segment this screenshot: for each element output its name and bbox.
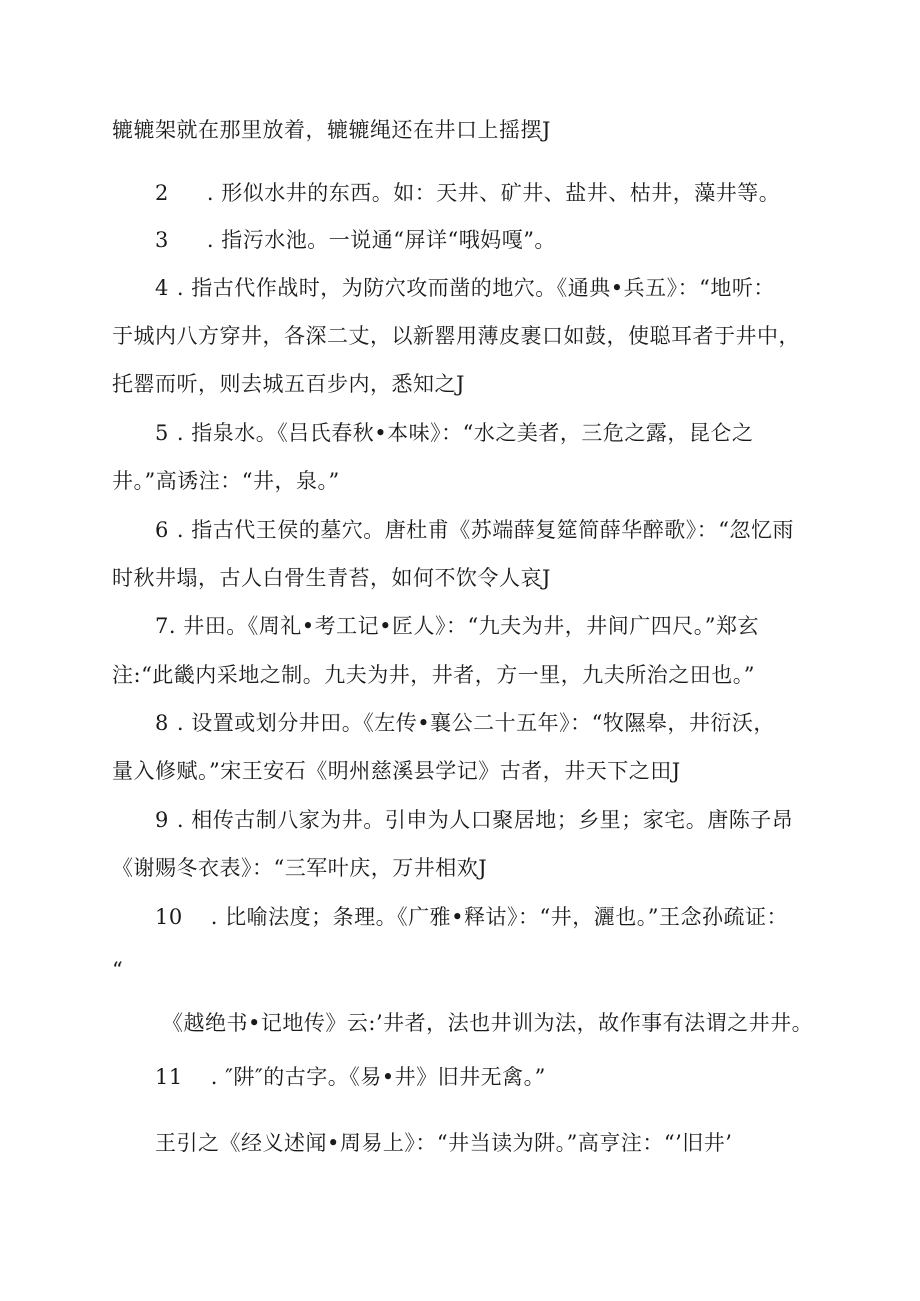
list-item-9 [155, 805, 793, 835]
text-line [112, 563, 551, 593]
line-text: 王引之《经义述闻•周易上》：“井当读为阱。”高亨注：“’旧井’ [155, 1131, 733, 1155]
list-item-8 [155, 708, 775, 738]
line-text: 时秋井塌，古人白骨生青苔，如何不饮令人哀J [112, 566, 551, 590]
line-text: . 指污水池。一说通“屏详“哦妈嘎”。 [206, 228, 556, 252]
item-number: 3 [155, 228, 169, 252]
item-number: 2 [155, 181, 169, 205]
list-item-2 [155, 178, 780, 208]
item-number: 8 [155, 711, 169, 735]
line-text: “ [112, 958, 124, 982]
item-number: 7 [155, 614, 169, 638]
list-item-7 [155, 611, 759, 641]
line-text: . 指古代王侯的墓穴。唐杜甫《苏端薛复筵简薛华醉歌》：“忽忆雨 [176, 518, 794, 542]
text-line [112, 115, 551, 145]
text-line [155, 1128, 732, 1158]
line-text: . 相传古制八家为井。引申为人口聚居地；乡里；家宅。唐陈子昂 [176, 808, 794, 832]
text-line [112, 756, 681, 786]
text-line [112, 660, 755, 690]
list-item-3 [155, 225, 556, 255]
item-number: 9 [155, 808, 169, 832]
item-number: 5 [155, 421, 169, 445]
list-item-10 [155, 902, 788, 932]
line-text: . 比喻法度；条理。《广雅•释诂》：“井，灑也。”王念孙疏证： [210, 905, 788, 929]
item-number: 11 [155, 1065, 183, 1089]
list-item-6 [155, 515, 794, 545]
line-text: 井。”高诱注：“井，泉。” [112, 469, 340, 493]
line-text: . 指泉水。《吕氏春秋•本味》：“水之美者，三危之露，昆仑之 [176, 421, 754, 445]
line-text: 量入修赋。”宋王安石《明州慈溪县学记》古者，井天下之田J [112, 759, 681, 783]
line-text: 注:“此畿内采地之制。九夫为井，井者，方一里，九夫所治之田也。” [112, 663, 756, 687]
text-line [112, 853, 487, 883]
line-text: 托罂而听，则去城五百步内，悉知之J [112, 372, 465, 396]
line-text: . 指古代作战时，为防穴攻而凿的地穴。《通典•兵五》：“地听： [176, 276, 775, 300]
line-text: . ″阱″的古字。《易•井》旧井无禽。” [210, 1065, 546, 1089]
text-line [112, 369, 465, 399]
list-item-4 [155, 273, 775, 303]
text-line [112, 955, 123, 985]
text-line [112, 466, 340, 496]
line-text: 《谢赐冬衣表》：“三军叶庆，万井相欢J [112, 856, 488, 880]
list-item-11 [155, 1062, 546, 1092]
line-text: 《越绝书•记地传》云:’井者，法也井训为法，故作事有法谓之井井。 [162, 1011, 814, 1035]
text-line [112, 321, 800, 351]
line-text: 辘辘架就在那里放着，辘辘绳还在井口上摇摆J [112, 118, 551, 142]
item-number: 4 [155, 276, 169, 300]
line-text: . 井田。《周礼•考工记•匠人》：“九夫为井，井间广四尺。”郑玄 [168, 614, 759, 638]
line-text: 于城内八方穿井，各深二丈，以新罂用薄皮裹口如鼓，使聪耳者于井中， [112, 324, 800, 348]
item-number: 10 [155, 905, 183, 929]
list-item-5 [155, 418, 753, 448]
item-number: 6 [155, 518, 169, 542]
line-text: . 形似水井的东西。如：天井、矿井、盐井、枯井，藻井等。 [206, 181, 781, 205]
quote-line [162, 1008, 813, 1038]
line-text: . 设置或划分井田。《左传•襄公二十五年》：“牧隰皋，井衍沃， [176, 711, 775, 735]
